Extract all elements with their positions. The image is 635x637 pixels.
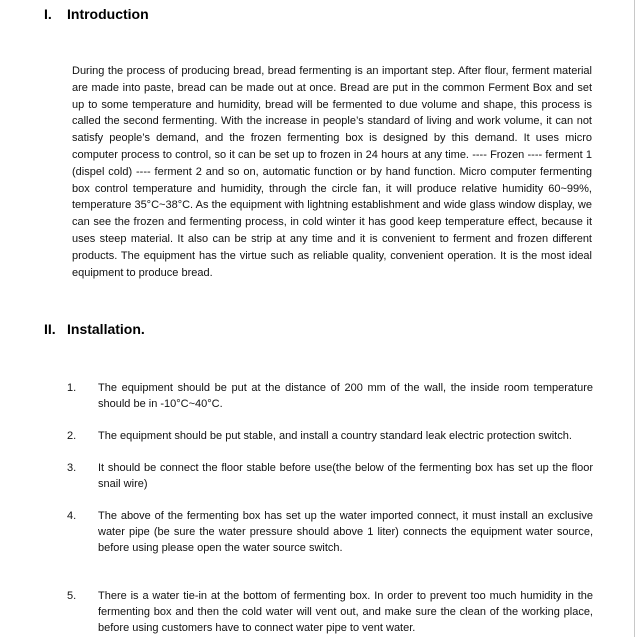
list-marker: 1. bbox=[67, 382, 77, 394]
section-heading-introduction bbox=[44, 5, 149, 23]
section-title: Installation. bbox=[67, 321, 145, 337]
list-item-text: The above of the fermenting box has set up the water imported connect, it must install an exclusive water pipe (be sure the water pressure should above 1 liter) connects the equipment water source, before using please open the water source switch. bbox=[98, 510, 593, 554]
section-number: I. bbox=[44, 6, 52, 22]
section-number: II. bbox=[44, 321, 56, 337]
list-marker: 4. bbox=[67, 510, 77, 522]
list-marker: 3. bbox=[67, 462, 77, 474]
list-marker: 2. bbox=[67, 430, 77, 442]
list-item-text: There is a water tie-in at the bottom of fermenting box. In order to prevent too much humidity in the fermenting box and then the cold water will vent out, and make sure the clean of the working place, before using customers have to connect water pipe to vent water. bbox=[98, 590, 593, 634]
section-heading-installation bbox=[44, 320, 145, 338]
list-item-text: The equipment should be put stable, and install a country standard leak electric protection switch. bbox=[98, 430, 572, 442]
section-title: Introduction bbox=[67, 6, 149, 22]
list-marker: 5. bbox=[67, 590, 77, 602]
list-item-text: The equipment should be put at the distance of 200 mm of the wall, the inside room temperature should be in -10°C~40°C. bbox=[98, 382, 593, 410]
introduction-paragraph: During the process of producing bread, bread fermenting is an important step. After flour, ferment material are made into paste, bread can be made out at once. Bread are put in the common Ferment Box and set up to some temperature and humidity, bread will be fermented to due volume and shape, this process is called the second fermenting. With the increase in people’s standard of living and work volume, it can not satisfy people’s demand, and the frozen fermenting box is designed by this demand. It uses micro computer process to control, so it can be set up to frozen in 24 hours at any time. ---- Frozen ---- ferment 1 (dispel cold) ---- ferment 2 and so on, automatic function or by hand function. Micro computer fermenting box control temperature and humidity, through the circle fan, it will produce relative humidity 60~99%, temperature 35°C~38°C. As the equipment with lightning establishment and wide glass window display, we can see the frozen and fermenting process, in cold winter it has good keep temperature effect, because it uses steep material. It also can be strip at any time and it is convenient to ferment and frozen different products. The equipment has the virtue such as reliable quality, convenient operation. It is the most ideal equipment to produce bread. bbox=[72, 65, 592, 279]
list-item-text: It should be connect the floor stable before use(the below of the fermenting box has set up the floor snail wire) bbox=[98, 462, 593, 490]
